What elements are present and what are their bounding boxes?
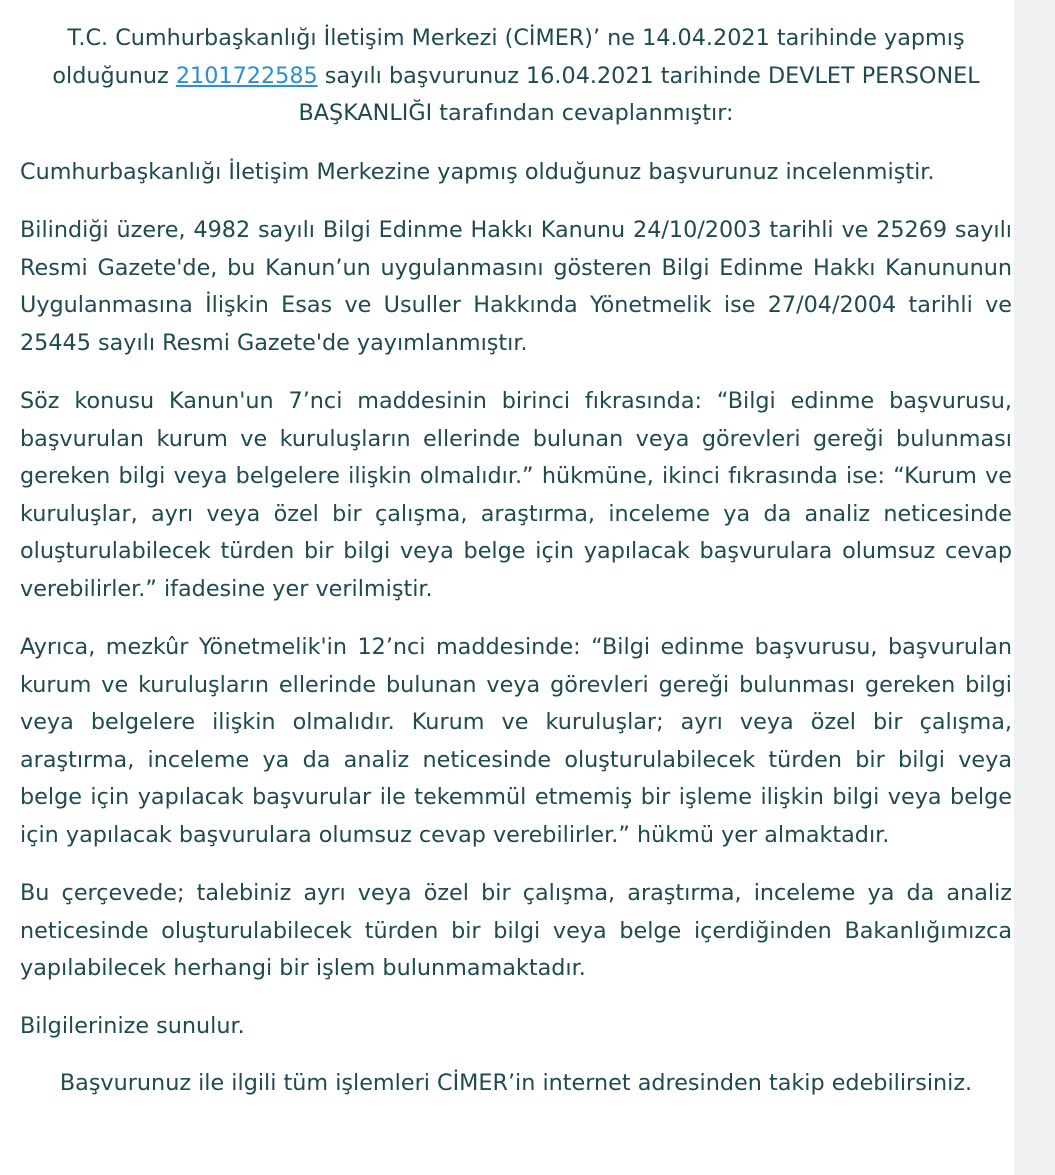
paragraph-law-article-7: Söz konusu Kanun'un 7’nci maddesinin birinci fıkrasında: “Bilgi edinme başvurusu, başvurulan kurum ve kuruluşların ellerinde bulunan veya görevleri gereği bulunması gereken bilgi veya belgelere ilişkin olmalıdır.” hükmüne, ikinci fıkrasında ise: “Kurum ve kuruluşlar, ayrı veya özel bir çalışma, araştırma, inceleme ya da analiz neticesinde oluşturulabilecek türden bir bilgi veya belge için yapılacak başvurulara olumsuz cevap verebilirler.” ifadesine yer verilmiştir. bbox=[20, 388, 1012, 602]
paragraph-closing: Bilgilerinize sunulur. bbox=[20, 1012, 245, 1039]
message-body bbox=[20, 20, 1012, 1103]
header-block bbox=[20, 20, 1012, 133]
paragraph-regulation-article-12: Ayrıca, mezkûr Yönetmelik'in 12’nci maddesinde: “Bilgi edinme başvurusu, başvurulan kurum ve kuruluşların ellerinde bulunan veya görevleri gereği bulunması gereken bilgi veya belgelere ilişkin olmalıdır. Kurum ve kuruluşlar; ayrı veya özel bir çalışma, araştırma, inceleme ya da analiz neticesinde oluşturulabilecek türden bir bilgi veya belge için yapılacak başvurular ile tekemmül etmemiş bir işleme ilişkin bilgi veya belge için yapılacak başvurulara olumsuz cevap verebilirler.” hükmü yer almaktadır. bbox=[20, 634, 1012, 848]
header-line-2-suffix: sayılı başvurunuz 16.04.2021 tarihinde DEVLET PERSONEL bbox=[317, 62, 980, 89]
paragraph-conclusion: Bu çerçevede; talebiniz ayrı veya özel bir çalışma, araştırma, inceleme ya da analiz neticesinde oluşturulabilecek türden bir bilgi veya belge içerdiğinden Bakanlığımızca yapılabilecek herhangi bir işlem bulunmamaktadır. bbox=[20, 880, 1012, 981]
header-line-2-prefix: olduğunuz bbox=[52, 62, 176, 89]
header-line-1: T.C. Cumhurbaşkanlığı İletişim Merkezi (CİMER)’ ne 14.04.2021 tarihinde yapmış bbox=[67, 25, 965, 51]
header-line-3: BAŞKANLIĞI tarafından cevaplanmıştır: bbox=[298, 100, 734, 126]
paragraph-law-reference: Bilindiği üzere, 4982 sayılı Bilgi Edinme Hakkı Kanunu 24/10/2003 tarihli ve 25269 sayılı Resmi Gazete'de, bu Kanun’un uygulanmasını gösteren Bilgi Edinme Hakkı Kanununun Uygulanmasına İlişkin Esas ve Usuller Hakkında Yönetmelik ise 27/04/2004 tarihli ve 25445 sayılı Resmi Gazete'de yayımlanmıştır. bbox=[20, 217, 1012, 356]
footer-note: Başvurunuz ile ilgili tüm işlemleri CİMER’in internet adresinden takip edebilirsiniz. bbox=[59, 1070, 973, 1096]
scroll-gutter[interactable] bbox=[1014, 0, 1055, 1175]
application-number-link[interactable]: 2101722585 bbox=[175, 62, 318, 89]
header-line-2 bbox=[20, 58, 1012, 96]
paragraph-intro: Cumhurbaşkanlığı İletişim Merkezine yapmış olduğunuz başvurunuz incelenmiştir. bbox=[20, 158, 935, 185]
